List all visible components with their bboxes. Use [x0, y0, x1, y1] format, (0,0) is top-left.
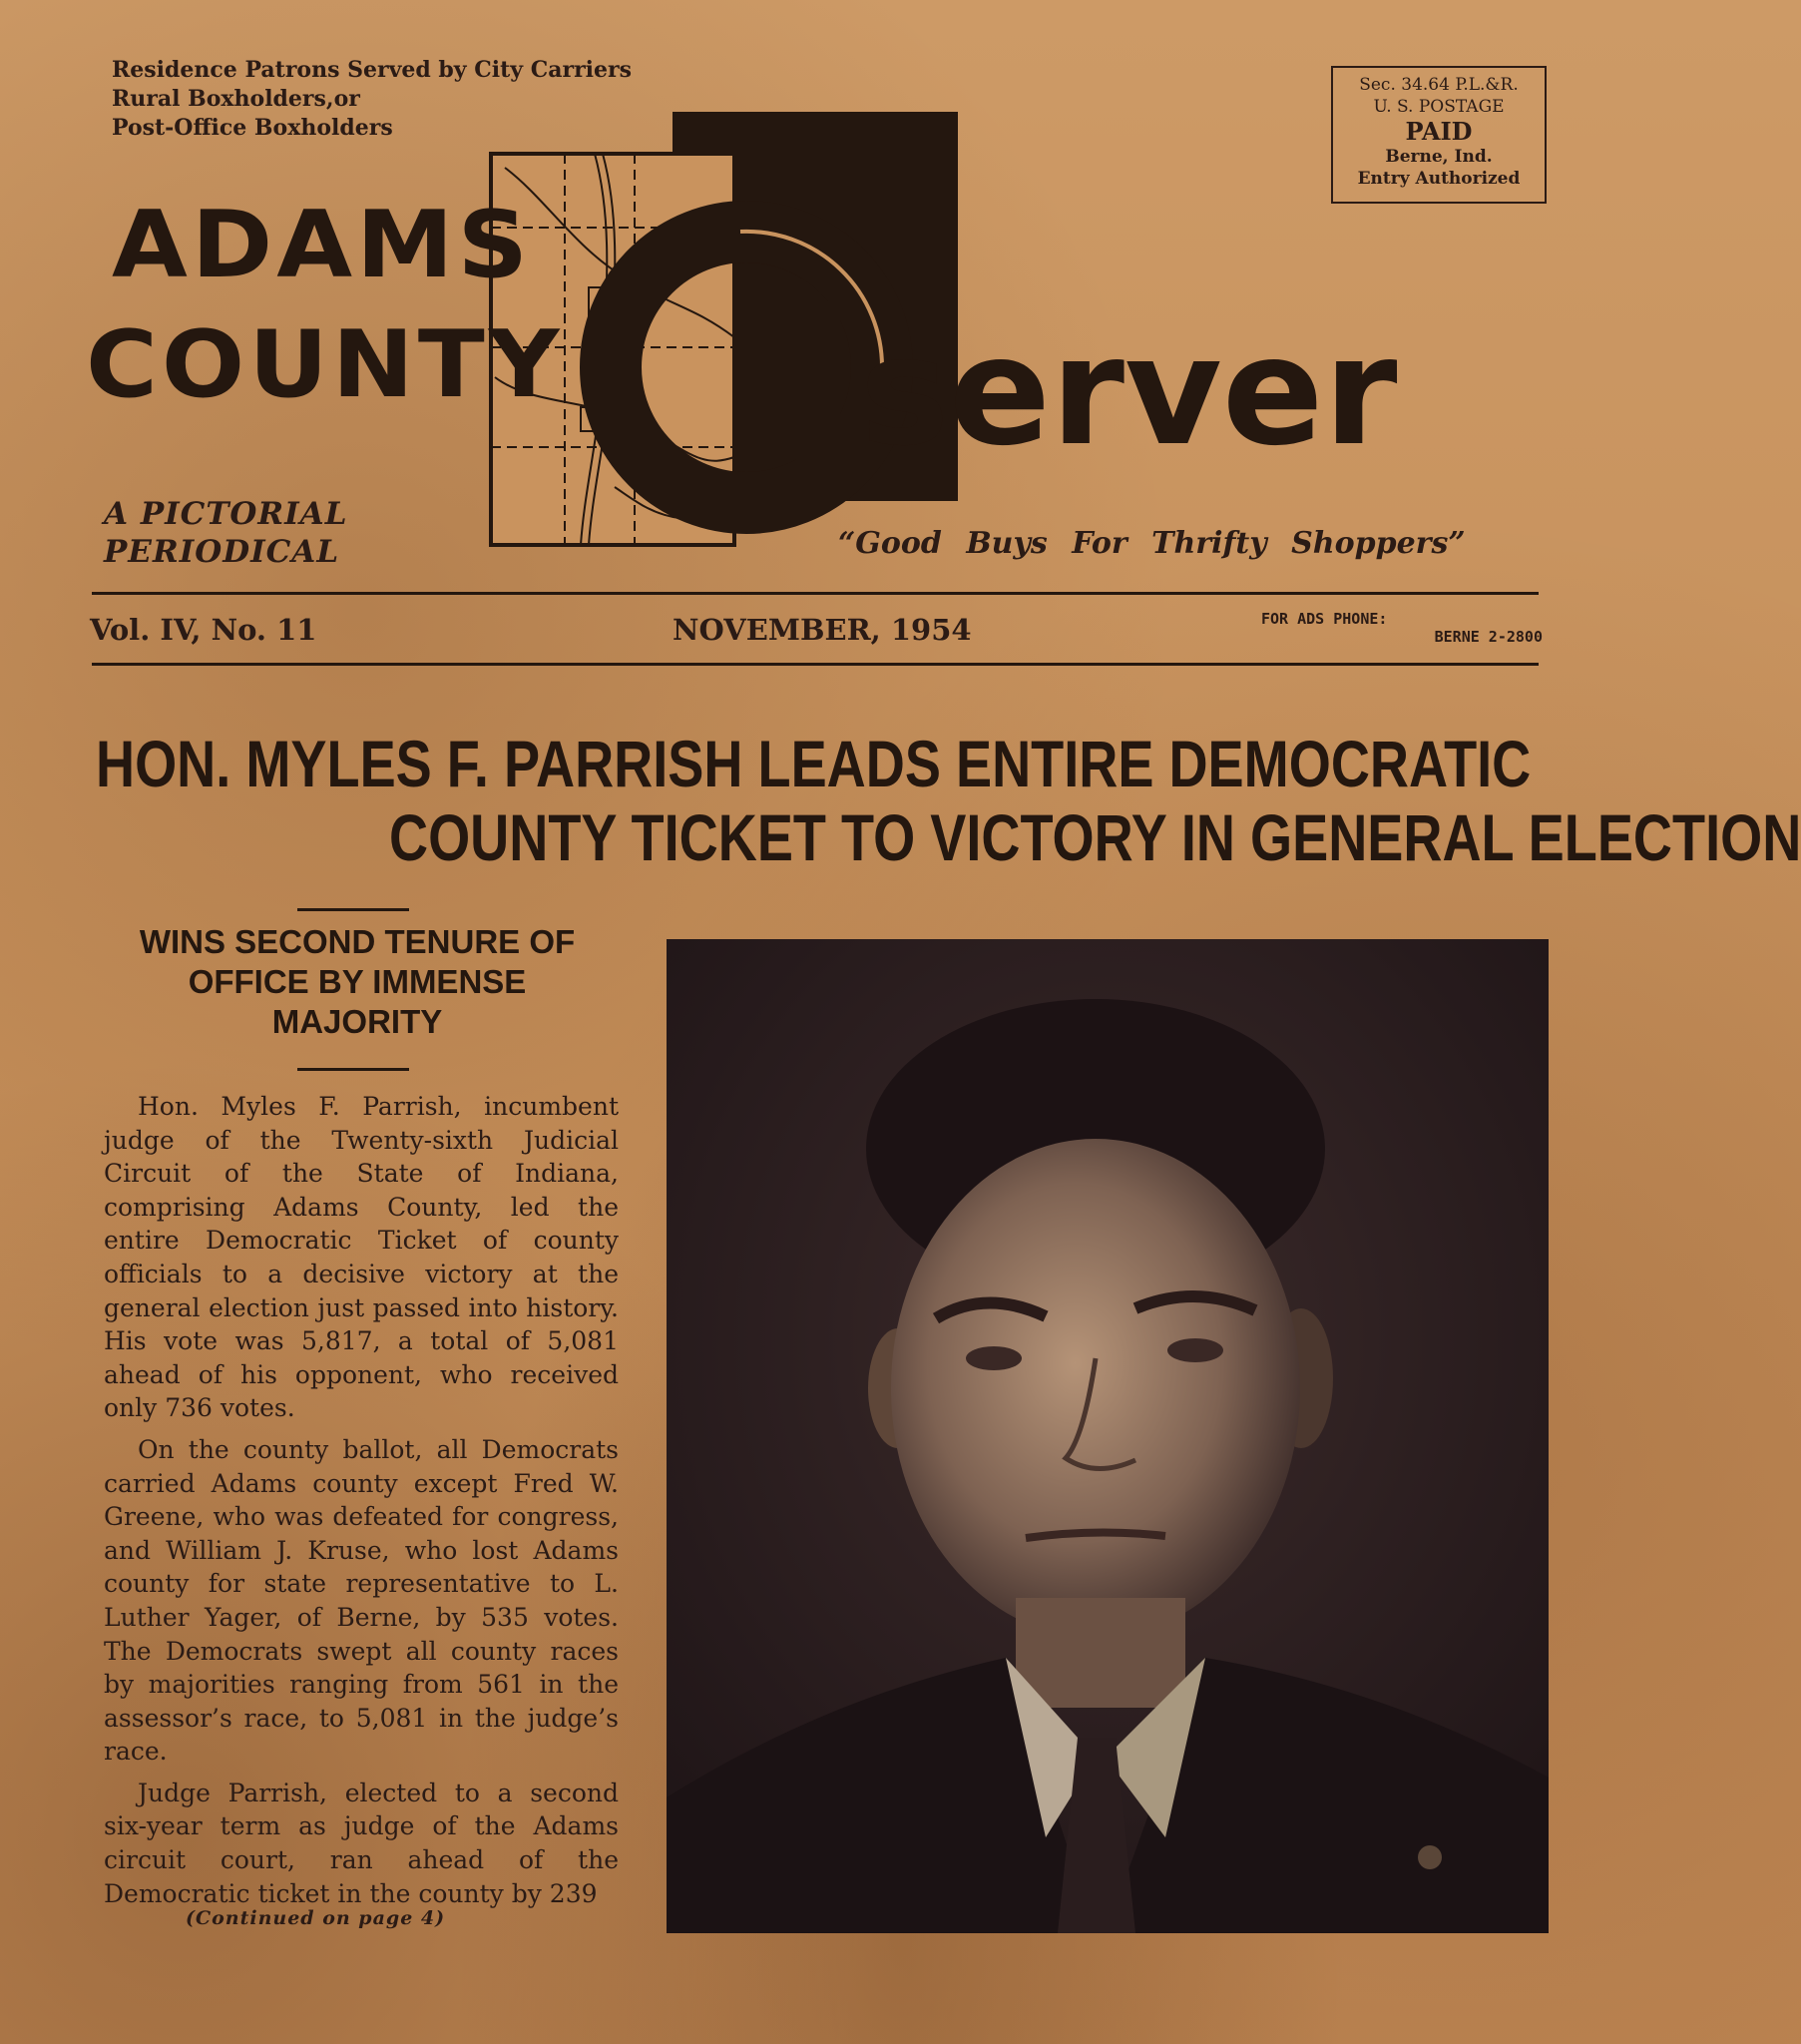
ads-phone	[1261, 610, 1543, 646]
postage-indicia	[1331, 66, 1547, 204]
article-paragraph-3: Judge Parrish, elected to a second six-year term as judge of the Adams circuit court, ran ahead of the Democratic ticket in the county by 239	[104, 1778, 619, 1908]
mailing-line-1: Residence Patrons Served by City Carriers	[112, 57, 632, 83]
top-rule	[92, 592, 1539, 595]
masthead-county: COUNTY	[86, 310, 564, 419]
bottom-rule	[92, 663, 1539, 666]
subhead-rule-bottom	[297, 1068, 409, 1071]
tagline-line-1: A PICTORIAL	[104, 496, 348, 532]
masthead-observer-rest: server	[860, 305, 1398, 479]
masthead-slogan: “Good Buys For Thrifty Shoppers”	[838, 526, 1466, 561]
article-body	[104, 1090, 619, 1918]
subhead	[96, 922, 619, 1042]
postage-line-5: Entry Authorized	[1357, 169, 1521, 189]
mailing-line-3: Post-Office Boxholders	[112, 115, 393, 141]
continued-note: (Continued on page 4)	[186, 1907, 446, 1929]
postage-line-1: Sec. 34.64 P.L.&R.	[1359, 75, 1519, 95]
ads-phone-label: FOR ADS PHONE:	[1261, 610, 1388, 628]
headline-line-1: HON. MYLES F. PARRISH LEADS ENTIRE DEMOCRATIC	[96, 727, 1532, 800]
masthead-observer-visible	[860, 305, 1398, 479]
postage-line-2: U. S. POSTAGE	[1373, 97, 1505, 117]
postage-paid: PAID	[1405, 117, 1473, 146]
tagline-line-2: PERIODICAL	[104, 534, 340, 570]
ads-phone-number: BERNE 2-2800	[1434, 628, 1543, 646]
postage-line-4: Berne, Ind.	[1385, 147, 1493, 167]
article-paragraph-2: On the county ballot, all Democrats carried Adams county except Fred W. Greene, who was defeated for congress, and William J. Kruse, who lost Adams county for state representative to L. Luther Yager, of Berne, by 535 votes. The Democrats swept all county races by majorities ranging from 561 in the assessor’s race, to 5,081 in the judge’s race.	[104, 1434, 619, 1767]
issue-date: NOVEMBER, 1954	[673, 613, 972, 647]
subhead-line-1: WINS SECOND TENURE OF	[139, 923, 576, 960]
masthead-adams: ADAMS	[112, 191, 533, 299]
portrait-figure	[667, 939, 1549, 1933]
subhead-rule-top	[297, 908, 409, 911]
masthead-tagline	[104, 495, 348, 571]
mailing-line-2: Rural Boxholders,or	[112, 86, 360, 112]
article-paragraph-1: Hon. Myles F. Parrish, incumbent judge of the Twenty-sixth Judicial Circuit of the State of Indiana, comprising Adams County, led the entire Democratic Ticket of county officials to a decisive victory at the general election just passed into history. His vote was 5,817, a total of 5,081 ahead of his opponent, who received only 736 votes.	[104, 1092, 619, 1423]
volume-number: Vol. IV, No. 11	[90, 613, 317, 647]
headline-line-2: COUNTY TICKET TO VICTORY IN GENERAL ELECTION	[389, 800, 1801, 874]
subhead-line-2: OFFICE BY IMMENSE	[188, 963, 527, 1000]
portrait-photo	[667, 939, 1549, 1933]
subhead-line-3: MAJORITY	[271, 1003, 443, 1040]
